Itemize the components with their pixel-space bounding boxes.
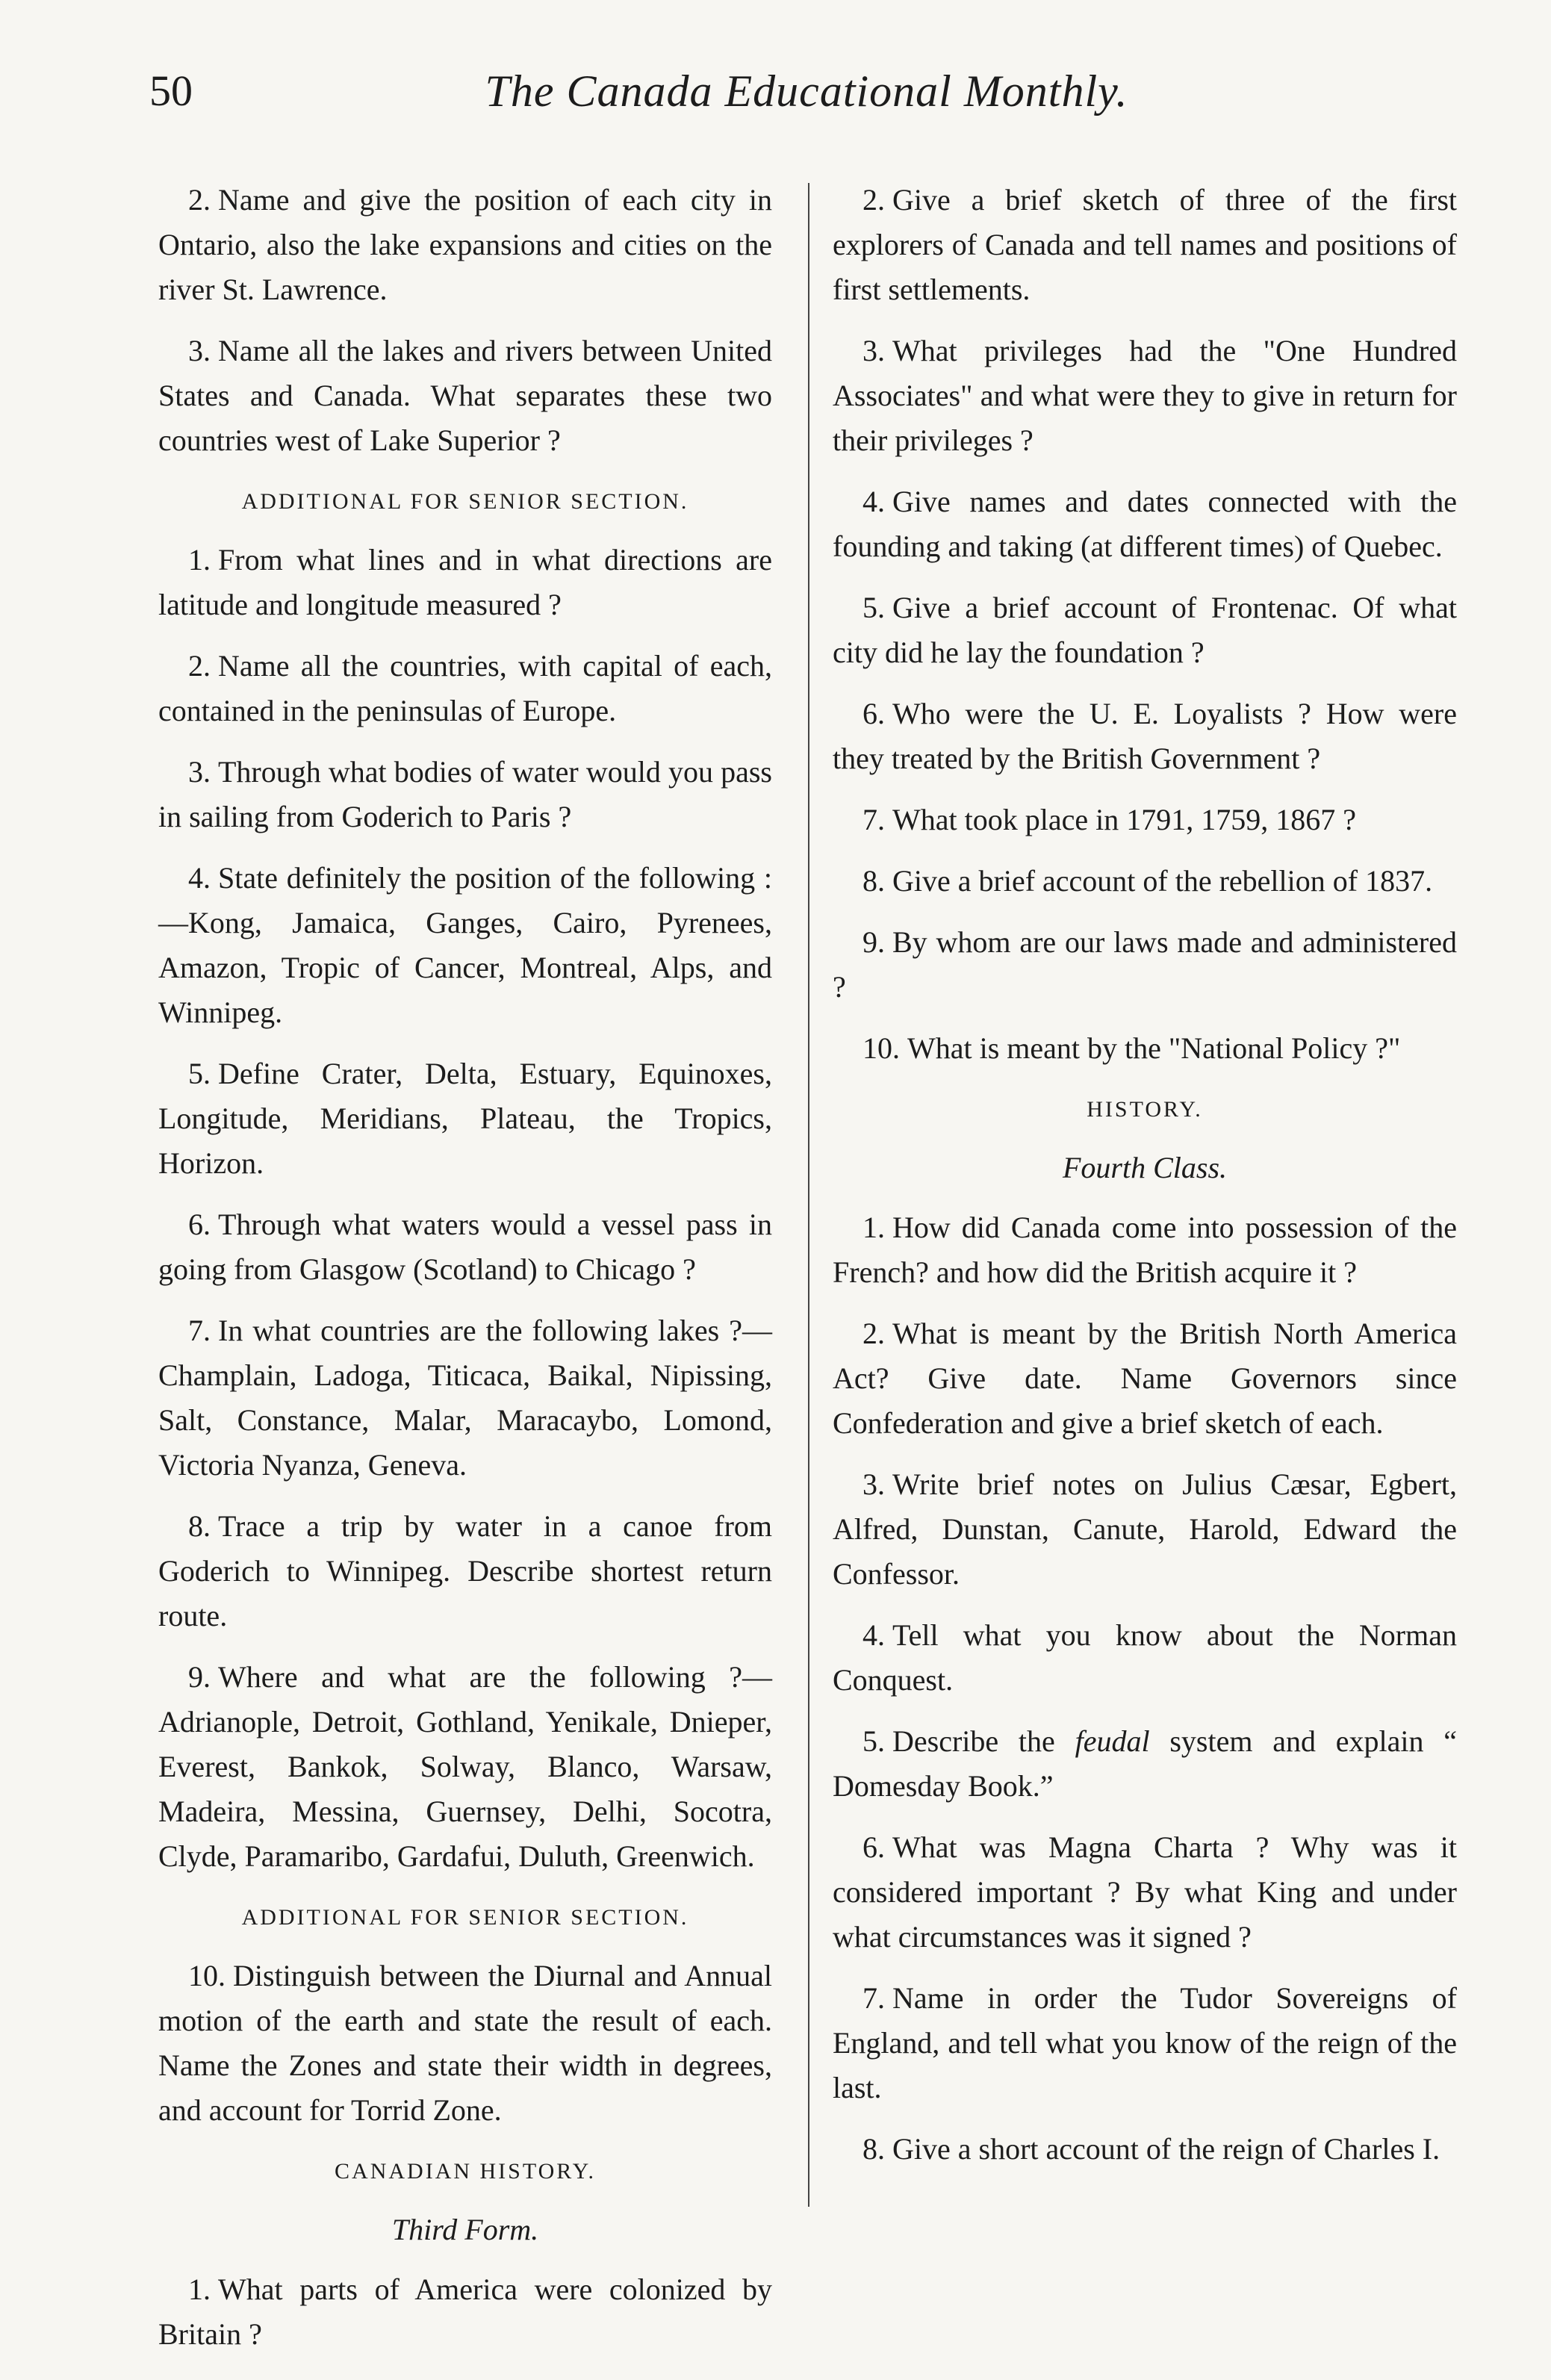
question-number: 2. bbox=[188, 649, 211, 683]
question-number: 10. bbox=[188, 1959, 226, 1992]
question-number: 7. bbox=[862, 1981, 885, 2015]
question-number: 8. bbox=[862, 864, 885, 898]
fourth-class-question-7 bbox=[833, 1976, 1457, 2110]
history-question-3 bbox=[833, 329, 1457, 463]
senior-question-8 bbox=[158, 1504, 772, 1638]
senior-question-4 bbox=[158, 856, 772, 1035]
history-question-5 bbox=[833, 585, 1457, 675]
question-number: 1. bbox=[188, 2272, 211, 2306]
subsection-heading: Third Form. bbox=[391, 2213, 539, 2246]
senior-question-2 bbox=[158, 644, 772, 733]
history-question-8 bbox=[833, 859, 1457, 904]
question-text: How did Canada come into possession of the French? and how did the British acquire it ? bbox=[833, 1211, 1457, 1289]
fourth-class-question-6 bbox=[833, 1825, 1457, 1960]
section-heading: CANADIAN HISTORY. bbox=[335, 2159, 596, 2184]
senior-question-9 bbox=[158, 1655, 772, 1879]
question-number: 5. bbox=[862, 1724, 885, 1758]
question-number: 3. bbox=[862, 334, 885, 367]
right-column bbox=[833, 178, 1457, 2188]
question-text: Define Crater, Delta, Estuary, Equinoxes, Longitude, Meridians, Plateau, the Tropics, Horizon. bbox=[158, 1057, 772, 1180]
question-text: Give names and dates connected with the founding and taking (at different times) of Quebec. bbox=[833, 485, 1457, 563]
question-text: Name and give the position of each city in Ontario, also the lake expansions and cities on the river St. Lawrence. bbox=[158, 183, 772, 306]
question-text: Through what waters would a vessel pass in going from Glasgow (Scotland) to Chicago ? bbox=[158, 1208, 772, 1286]
question-text: By whom are our laws made and administered ? bbox=[833, 925, 1457, 1004]
question-text: What is meant by the British North America Act? Give date. Name Governors since Confederation and give a brief sketch of each. bbox=[833, 1317, 1457, 1440]
question-number: 3. bbox=[188, 755, 211, 789]
question-number: 2. bbox=[862, 1317, 885, 1350]
subsection-heading: Fourth Class. bbox=[1062, 1151, 1228, 1184]
page-header bbox=[149, 66, 1464, 148]
question-text: Who were the U. E. Loyalists ? How were they treated by the British Government ? bbox=[833, 697, 1457, 775]
question-text: Where and what are the following ?—Adrianople, Detroit, Gothland, Yenikale, Dnieper, Everest, Bankok, Solway, Blanco, Warsaw, Madeira, Messina, Guernsey, Delhi, Socotra, Clyde, Paramaribo, Gardafui, Duluth, Greenwich. bbox=[158, 1660, 772, 1873]
question-text: Distinguish between the Diurnal and Annual motion of the earth and state the result of each. Name the Zones and state their width in degrees, and account for Torrid Zone. bbox=[158, 1959, 772, 2127]
question-text: Tell what you know about the Norman Conquest. bbox=[833, 1618, 1457, 1697]
section-heading: ADDITIONAL FOR SENIOR SECTION. bbox=[241, 489, 689, 514]
question-text: Name all the countries, with capital of each, contained in the peninsulas of Europe. bbox=[158, 649, 772, 727]
history-question-9 bbox=[833, 920, 1457, 1010]
history-question-1 bbox=[158, 2267, 772, 2357]
question-number: 10. bbox=[862, 1031, 900, 1065]
question-number: 5. bbox=[188, 1057, 211, 1090]
question-number: 6. bbox=[862, 697, 885, 730]
question-number: 4. bbox=[188, 861, 211, 895]
question-number: 4. bbox=[862, 485, 885, 518]
left-column bbox=[158, 178, 772, 2373]
section-heading: ADDITIONAL FOR SENIOR SECTION. bbox=[241, 1905, 689, 1930]
question-text: Give a brief sketch of three of the first explorers of Canada and tell names and positions of first settlements. bbox=[833, 183, 1457, 306]
senior-question-7 bbox=[158, 1308, 772, 1488]
fourth-class-question-4 bbox=[833, 1613, 1457, 1703]
question-text: In what countries are the following lakes ?—Champlain, Ladoga, Titicaca, Baikal, Nipissing, Salt, Constance, Malar, Maracaybo, Lomond, Victoria Nyanza, Geneva. bbox=[158, 1314, 772, 1482]
question-number: 3. bbox=[188, 334, 211, 367]
question-2 bbox=[158, 178, 772, 312]
question-number: 6. bbox=[862, 1830, 885, 1864]
question-number: 5. bbox=[862, 591, 885, 624]
fourth-class-question-5 bbox=[833, 1719, 1457, 1809]
question-number: 9. bbox=[188, 1660, 211, 1694]
history-question-2 bbox=[833, 178, 1457, 312]
question-text: Give a brief account of Frontenac. Of what city did he lay the foundation ? bbox=[833, 591, 1457, 669]
question-3 bbox=[158, 329, 772, 463]
question-number: 8. bbox=[862, 2132, 885, 2166]
senior-question-6 bbox=[158, 1202, 772, 1292]
question-text: What parts of America were colonized by Britain ? bbox=[158, 2272, 772, 2351]
question-text: From what lines and in what directions are latitude and longitude measured ? bbox=[158, 543, 772, 621]
question-number: 7. bbox=[188, 1314, 211, 1347]
question-text: Describe the bbox=[892, 1724, 1055, 1758]
question-text: Trace a trip by water in a canoe from Goderich to Winnipeg. Describe shortest return route. bbox=[158, 1509, 772, 1632]
question-text: Through what bodies of water would you pass in sailing from Goderich to Paris ? bbox=[158, 755, 772, 833]
senior-question-5 bbox=[158, 1051, 772, 1186]
question-number: 3. bbox=[862, 1467, 885, 1501]
question-number: 2. bbox=[862, 183, 885, 217]
fourth-class-question-3 bbox=[833, 1462, 1457, 1597]
question-text: What is meant by the "National Policy ?" bbox=[907, 1031, 1401, 1065]
question-text: State definitely the position of the following :—Kong, Jamaica, Ganges, Cairo, Pyrenees, Amazon, Tropic of Cancer, Montreal, Alps, and Winnipeg. bbox=[158, 861, 772, 1029]
question-number: 6. bbox=[188, 1208, 211, 1241]
section-heading: HISTORY. bbox=[1087, 1097, 1203, 1122]
emphasized-word: feudal bbox=[1075, 1724, 1150, 1758]
senior-question-3 bbox=[158, 750, 772, 839]
question-number: 1. bbox=[862, 1211, 885, 1244]
history-question-6 bbox=[833, 692, 1457, 781]
question-number: 9. bbox=[862, 925, 885, 959]
question-text: Name in order the Tudor Sovereigns of England, and tell what you know of the reign of the last. bbox=[833, 1981, 1457, 2104]
question-text: Give a brief account of the rebellion of 1837. bbox=[892, 864, 1433, 898]
fourth-class-question-2 bbox=[833, 1311, 1457, 1446]
history-question-4 bbox=[833, 479, 1457, 569]
question-text: What privileges had the "One Hundred Associates" and what were they to give in return for their privileges ? bbox=[833, 334, 1457, 457]
question-number: 7. bbox=[862, 803, 885, 836]
history-question-7 bbox=[833, 798, 1457, 842]
senior-question-10 bbox=[158, 1954, 772, 2133]
question-text: Give a short account of the reign of Charles I. bbox=[892, 2132, 1440, 2166]
question-text: What took place in 1791, 1759, 1867 ? bbox=[892, 803, 1356, 836]
question-number: 1. bbox=[188, 543, 211, 577]
history-question-10 bbox=[833, 1026, 1457, 1071]
question-text: system and explain “ Domesday Book.” bbox=[833, 1724, 1458, 1803]
fourth-class-question-8 bbox=[833, 2127, 1457, 2172]
journal-title: The Canada Educational Monthly. bbox=[485, 66, 1128, 116]
question-text: What was Magna Charta ? Why was it considered important ? By what King and under what circumstances was it signed ? bbox=[833, 1830, 1457, 1954]
question-number: 4. bbox=[862, 1618, 885, 1652]
fourth-class-question-1 bbox=[833, 1205, 1457, 1295]
senior-question-1 bbox=[158, 538, 772, 627]
question-number: 2. bbox=[188, 183, 211, 217]
question-text: Write brief notes on Julius Cæsar, Egbert, Alfred, Dunstan, Canute, Harold, Edward the Confessor. bbox=[833, 1467, 1457, 1591]
question-number: 8. bbox=[188, 1509, 211, 1543]
question-text: Name all the lakes and rivers between United States and Canada. What separates these two countries west of Lake Superior ? bbox=[158, 334, 772, 457]
page-number: 50 bbox=[149, 66, 193, 115]
column-divider bbox=[808, 183, 809, 2207]
